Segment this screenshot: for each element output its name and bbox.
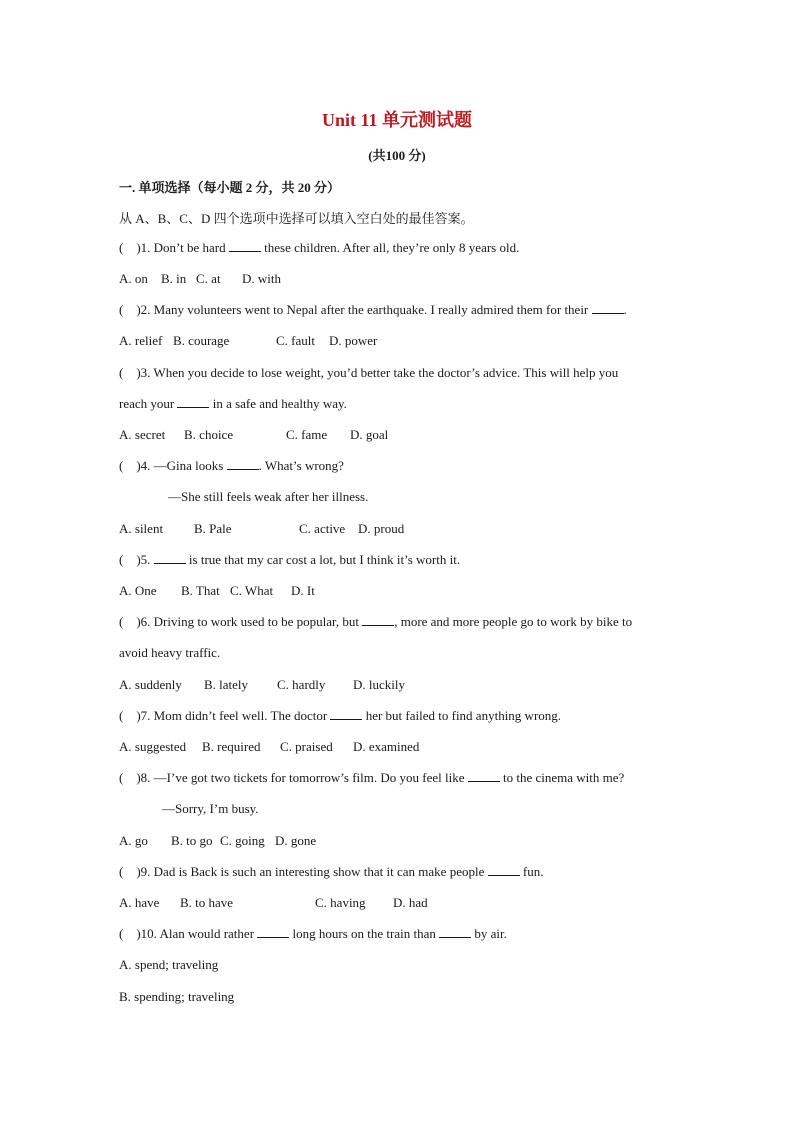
answer-blank [177,396,209,408]
option-b: B. required [202,739,261,754]
option-d: D. had [393,895,428,910]
option-b: B. That [181,583,220,598]
option-a: A. suggested [119,739,187,754]
answer-blank [488,864,520,876]
option-d: D. power [329,333,378,348]
answer-blank [330,708,362,720]
question-10-stem: ( )10. Alan would rather long hours on the train than by air. [119,926,507,941]
option-c: C. at [196,271,221,286]
section-instruction: 从 A、B、C、D 四个选项中选择可以填入空白处的最佳答案。 [119,211,474,226]
option-b: B. Pale [194,521,232,536]
option-a: A. One [119,583,157,598]
option-b: B. courage [173,333,230,348]
question-4-response: —She still feels weak after her illness. [168,489,369,504]
option-c: C. active [299,521,346,536]
option-c: C. praised [280,739,333,754]
question-1-stem: ( )1. Don’t be hard these children. After all, they’re only 8 years old. [119,240,520,255]
question-7-stem: ( )7. Mom didn’t feel well. The doctor her but failed to find anything wrong. [119,708,562,723]
option-c: C. fault [276,333,315,348]
page-subtitle: (共100 分) [368,148,426,163]
question-10-option-b: B. spending; traveling [119,989,235,1004]
option-b: B. to have [180,895,234,910]
option-a: A. silent [119,521,164,536]
answer-blank [154,552,186,564]
option-b: B. lately [204,677,249,692]
answer-blank [468,770,500,782]
option-b: B. choice [184,427,234,442]
option-d: D. It [291,583,315,598]
question-6-stem: ( )6. Driving to work used to be popular, but , more and more people go to work by bike to [119,614,633,629]
question-6-stem-cont: avoid heavy traffic. [119,645,221,660]
option-d: D. luckily [353,677,405,692]
question-8-stem: ( )8. —I’ve got two tickets for tomorrow’s film. Do you feel like to the cinema with me? [119,770,625,785]
question-3-stem: ( )3. When you decide to lose weight, you’d better take the doctor’s advice. This will help you [119,365,619,380]
answer-blank [229,240,261,252]
question-5-stem: ( )5. is true that my car cost a lot, but I think it’s worth it. [119,552,461,567]
option-b: B. to go [171,833,213,848]
question-4-stem: ( )4. —Gina looks . What’s wrong? [119,458,344,473]
option-a: A. have [119,895,160,910]
option-b: B. in [161,271,187,286]
option-a: A. relief [119,333,163,348]
question-3-stem-cont: reach your in a safe and healthy way. [119,396,347,411]
option-d: D. examined [353,739,420,754]
answer-blank [439,926,471,938]
question-2-stem: ( )2. Many volunteers went to Nepal after the earthquake. I really admired them for their . [119,302,627,317]
option-a: A. go [119,833,148,848]
page-title: Unit 11 单元测试题 [321,110,472,130]
question-10-option-a: A. spend; traveling [119,957,219,972]
option-c: C. What [230,583,274,598]
option-a: A. on [119,271,148,286]
option-c: C. having [315,895,366,910]
question-9-stem: ( )9. Dad is Back is such an interesting show that it can make people fun. [119,864,544,879]
section-heading: 一. 单项选择（每小题 2 分，共 20 分） [119,180,341,195]
answer-blank [592,302,624,314]
option-c: C. hardly [277,677,326,692]
answer-blank [362,614,394,626]
option-d: D. gone [275,833,317,848]
option-a: A. suddenly [119,677,182,692]
option-c: C. going [220,833,265,848]
option-d: D. with [242,271,281,286]
option-d: D. proud [358,521,405,536]
option-c: C. fame [286,427,328,442]
question-8-response: —Sorry, I’m busy. [162,801,259,816]
answer-blank [227,458,259,470]
option-d: D. goal [350,427,389,442]
answer-blank [257,926,289,938]
option-a: A. secret [119,427,166,442]
